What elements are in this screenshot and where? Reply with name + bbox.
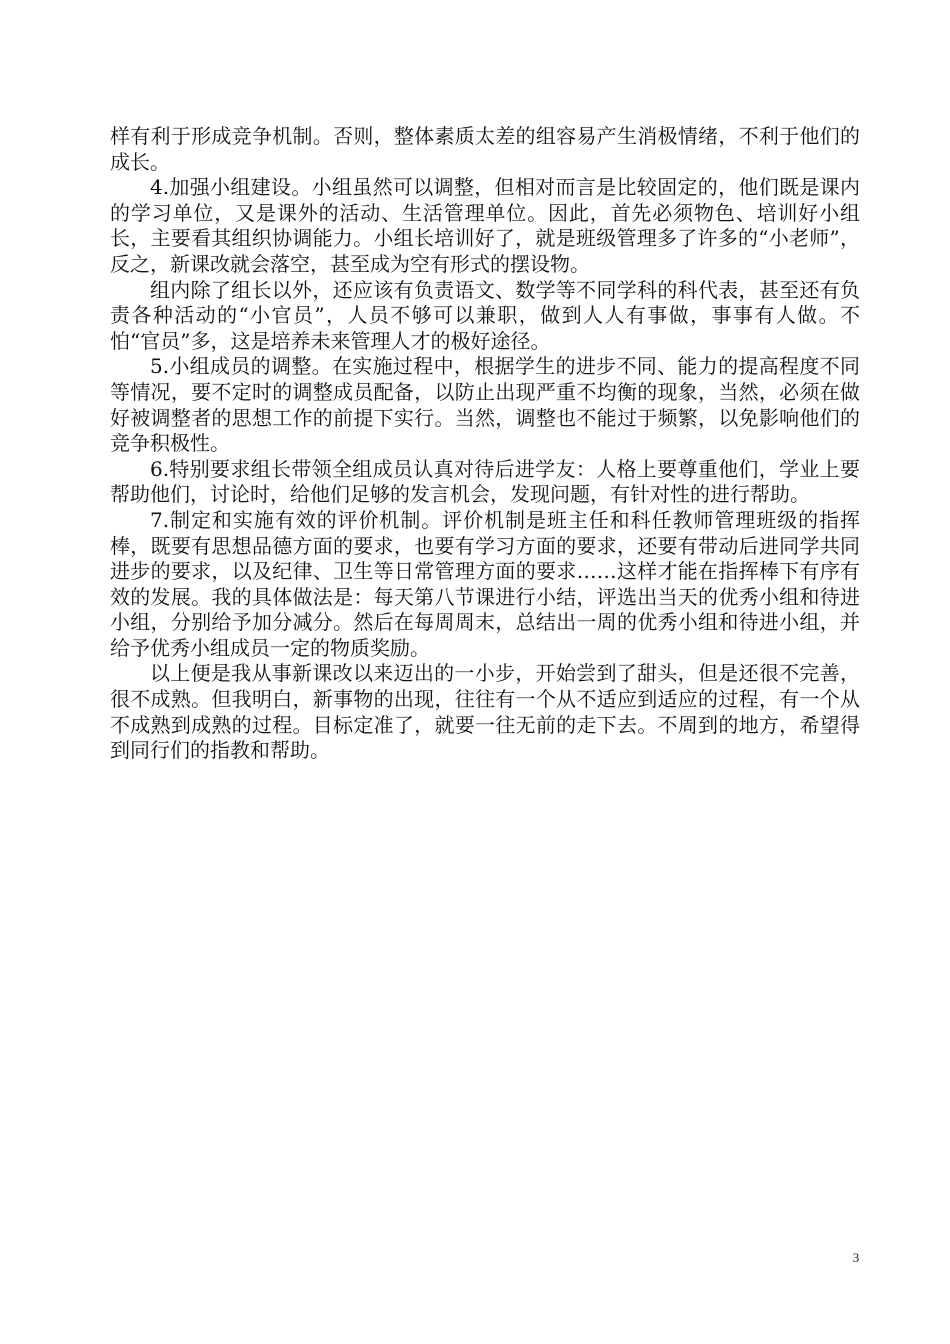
paragraph-item-4: 4.加强小组建设。小组虽然可以调整，但相对而言是比较固定的，他们既是课内的学习单位，又是课外的活动、生活管理单位。因此，首先必须物色、培训好小组长，主要看其组织协调能力。小组长培训好了，就是班级管理多了许多的“小老师”，反之，新课改就会落空，甚至成为空有形式的摆设物。 — [110, 175, 860, 276]
paragraph-item-7: 7.制定和实施有效的评价机制。评价机制是班主任和科任教师管理班级的指挥棒，既要有思想品德方面的要求，也要有学习方面的要求，还要有带动后进同学共同进步的要求，以及纪律、卫生等日常管理方面的要求……这样才能在指挥棒下有序有效的发展。我的具体做法是：每天第八节课进行小结，评选出当天的优秀小组和待进小组，分别给予加分减分。然后在每周周末，总结出一周的优秀小组和待进小组，并给予优秀小组成员一定的物质奖励。 — [110, 507, 860, 660]
paragraph-item-6: 6.特别要求组长带领全组成员认真对待后进学友：人格上要尊重他们，学业上要帮助他们，讨论时，给他们足够的发言机会，发现问题，有针对性的进行帮助。 — [110, 456, 860, 507]
paragraph-group-roles: 组内除了组长以外，还应该有负责语文、数学等不同学科的科代表，甚至还有负责各种活动的“小官员”，人员不够可以兼职，做到人人有事做，事事有人做。不怕“官员”多，这是培养未来管理人才的极好途径。 — [110, 277, 860, 353]
document-body — [110, 124, 860, 764]
paragraph-item-5: 5.小组成员的调整。在实施过程中，根据学生的进步不同、能力的提高程度不同等情况，要不定时的调整成员配备，以防止出现严重不均衡的现象，当然，必须在做好被调整者的思想工作的前提下实行。当然，调整也不能过于频繁，以免影响他们的竞争积极性。 — [110, 354, 860, 456]
paragraph-continuation: 样有利于形成竞争机制。否则，整体素质太差的组容易产生消极情绪，不利于他们的成长。 — [110, 124, 860, 174]
paragraph-conclusion: 以上便是我从事新课改以来迈出的一小步，开始尝到了甜头，但是还很不完善，很不成熟。但我明白，新事物的出现，往往有一个从不适应到适应的过程，有一个从不成熟到成熟的过程。目标定准了，就要一往无前的走下去。不周到的地方，希望得到同行们的指教和帮助。 — [110, 661, 860, 763]
page-number: 3 — [852, 1250, 860, 1265]
